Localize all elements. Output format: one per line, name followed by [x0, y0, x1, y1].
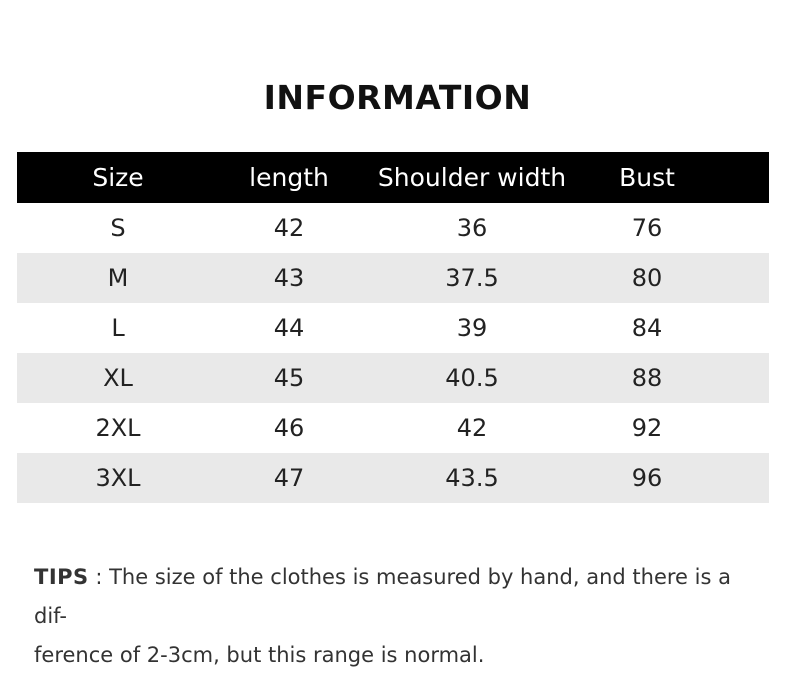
cell-length: 45 — [273, 364, 305, 392]
cell-size: 2XL — [95, 414, 141, 442]
table-row — [17, 303, 769, 353]
table-row — [17, 453, 769, 503]
cell-length: 42 — [273, 214, 305, 242]
table-row — [17, 253, 769, 303]
cell-shoulder-width: 43.5 — [445, 464, 499, 492]
header-length: length — [249, 163, 329, 192]
cell-length: 46 — [273, 414, 305, 442]
header-size: Size — [92, 163, 144, 192]
cell-length: 47 — [273, 464, 305, 492]
table-header-row — [17, 152, 769, 203]
header-bust: Bust — [619, 163, 675, 192]
cell-bust: 88 — [631, 364, 663, 392]
table-row — [17, 203, 769, 253]
page-title: INFORMATION — [263, 78, 532, 117]
table-row — [17, 403, 769, 453]
cell-shoulder-width: 36 — [456, 214, 488, 242]
cell-shoulder-width: 39 — [456, 314, 488, 342]
size-chart-table — [17, 152, 769, 503]
cell-bust: 96 — [631, 464, 663, 492]
tips-text-line1: The size of the clothes is measured by hand, and there is a dif- — [34, 565, 731, 628]
cell-bust: 92 — [631, 414, 663, 442]
header-shoulder-width: Shoulder width — [377, 163, 567, 192]
tips-note — [34, 558, 754, 675]
cell-size: S — [110, 214, 126, 242]
cell-bust: 80 — [631, 264, 663, 292]
cell-size: 3XL — [95, 464, 141, 492]
cell-length: 44 — [273, 314, 305, 342]
cell-size: L — [111, 314, 125, 342]
tips-separator: : — [88, 565, 110, 589]
tips-text-line2: ference of 2-3cm, but this range is normal. — [34, 643, 485, 667]
cell-size: M — [107, 264, 129, 292]
table-row — [17, 353, 769, 403]
cell-length: 43 — [273, 264, 305, 292]
cell-shoulder-width: 37.5 — [445, 264, 499, 292]
tips-label: TIPS — [34, 565, 89, 589]
cell-bust: 84 — [631, 314, 663, 342]
cell-bust: 76 — [631, 214, 663, 242]
cell-size: XL — [103, 364, 133, 392]
cell-shoulder-width: 40.5 — [445, 364, 499, 392]
cell-shoulder-width: 42 — [456, 414, 488, 442]
